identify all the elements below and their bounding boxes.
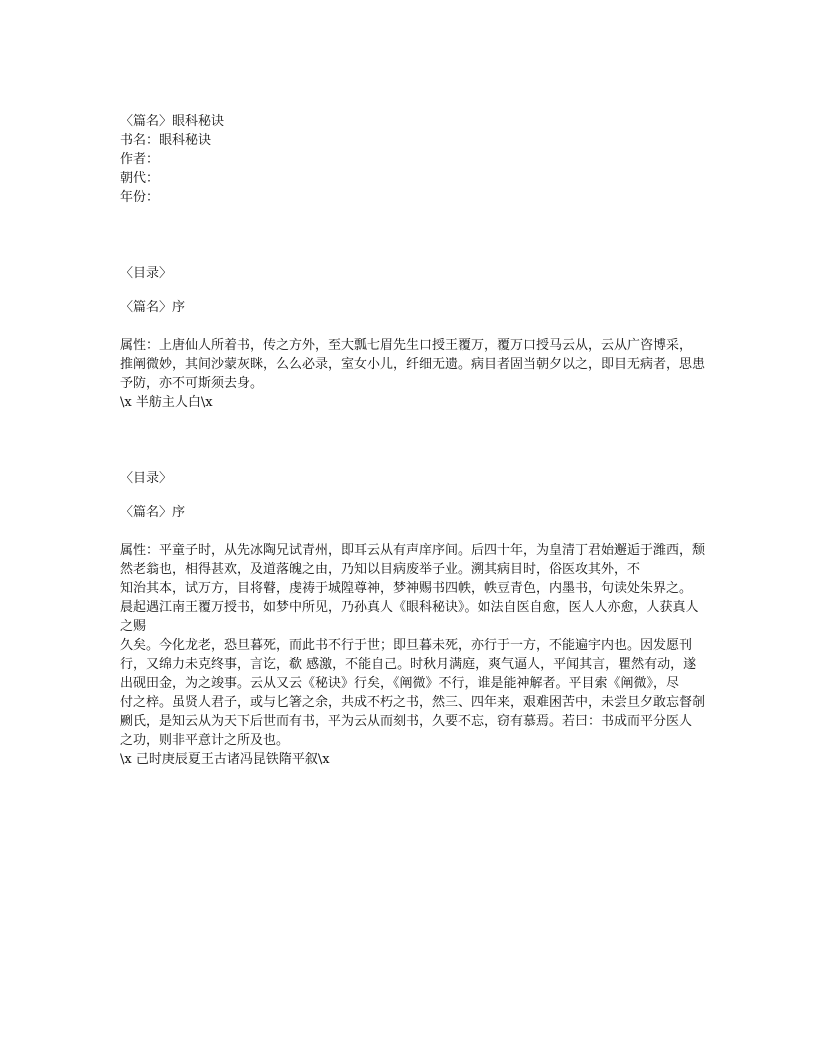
paragraph-line: 久矣。今化龙老，恐旦暮死，而此书不行于世；即旦暮未死，亦行于一方，不能遍宇内也。因发愿刊 xyxy=(120,638,693,653)
paragraph-line: 推阐微妙，其间沙蒙灰眯，么么必录，室女小儿，纤细无遗。病目者固当朝夕以之，即目无病者，思患 xyxy=(120,357,706,372)
book-title-field: 书名：眼科秘诀 xyxy=(120,133,212,148)
paragraph-line: 知治其本，试万方，目将瞽，虔祷于城隍尊神，梦神赐书四帙，帙豆青色，内墨书，句读处朱界之。 xyxy=(120,581,693,596)
paragraph-line: 予防，亦不可斯须去身。 xyxy=(120,376,264,391)
author-field: 作者： xyxy=(120,152,160,167)
toc-marker: 〈目录〉 xyxy=(120,266,173,281)
paragraph-line: 属性：上唐仙人所着书，传之方外，至大瓢七眉先生口授王覆万，覆万口授马云从，云从广咨博采， xyxy=(120,338,693,353)
section-chapter-heading: 〈篇名〉序 xyxy=(120,300,186,315)
paragraph-line: 晨起遇江南王覆万授书，如梦中所见，乃孙真人《眼科秘诀》。如法自医自愈，医人人亦愈，人获真人之赐 xyxy=(120,600,699,634)
paragraph-line: 行，又绵力未克终事，言讫，欷 感激，不能自己。时秋月满庭，爽气逼人，平闻其言，瞿然有动，遂出砚田金，为之竣事。云从又云《秘诀》行矣，《阐微》不行，谁是能神解者。平目索《阐微》，尽 xyxy=(120,657,697,691)
paragraph-line: 之功，则非平意计之所及也。 xyxy=(120,733,290,748)
year-field: 年份： xyxy=(120,190,160,205)
dynasty-field: 朝代： xyxy=(120,171,160,186)
signature-line: \x 半舫主人白\x xyxy=(120,395,213,410)
toc-marker: 〈目录〉 xyxy=(120,471,173,486)
paragraph-line: 付之梓。虽贤人君子，或与匕箸之余，共成不朽之书，然三、四年来，艰难困苦中，未尝旦夕敢忘督剞 xyxy=(120,695,706,710)
chapter-heading: 〈篇名〉眼科秘诀 xyxy=(120,114,225,129)
paragraph-line: 劂氏，是知云从为天下后世而有书，平为云从而刻书，久要不忘，窃有慕焉。若曰：书成而平分医人 xyxy=(120,714,693,729)
signature-line: \x 己时庚辰夏王古诸冯昆铁隋平叙\x xyxy=(120,752,330,767)
section-chapter-heading: 〈篇名〉序 xyxy=(120,505,186,520)
paragraph-line: 属性：平童子时，从先冰陶兄试青州，即耳云从有声庠序间。后四十年，为皇清丁君始邂逅于潍西，颓然老翁也，相得甚欢，及道落魄之由，乃知以目病废举子业。溯其病目时，俗医攻其外，不 xyxy=(120,543,706,577)
document-page xyxy=(120,112,708,769)
